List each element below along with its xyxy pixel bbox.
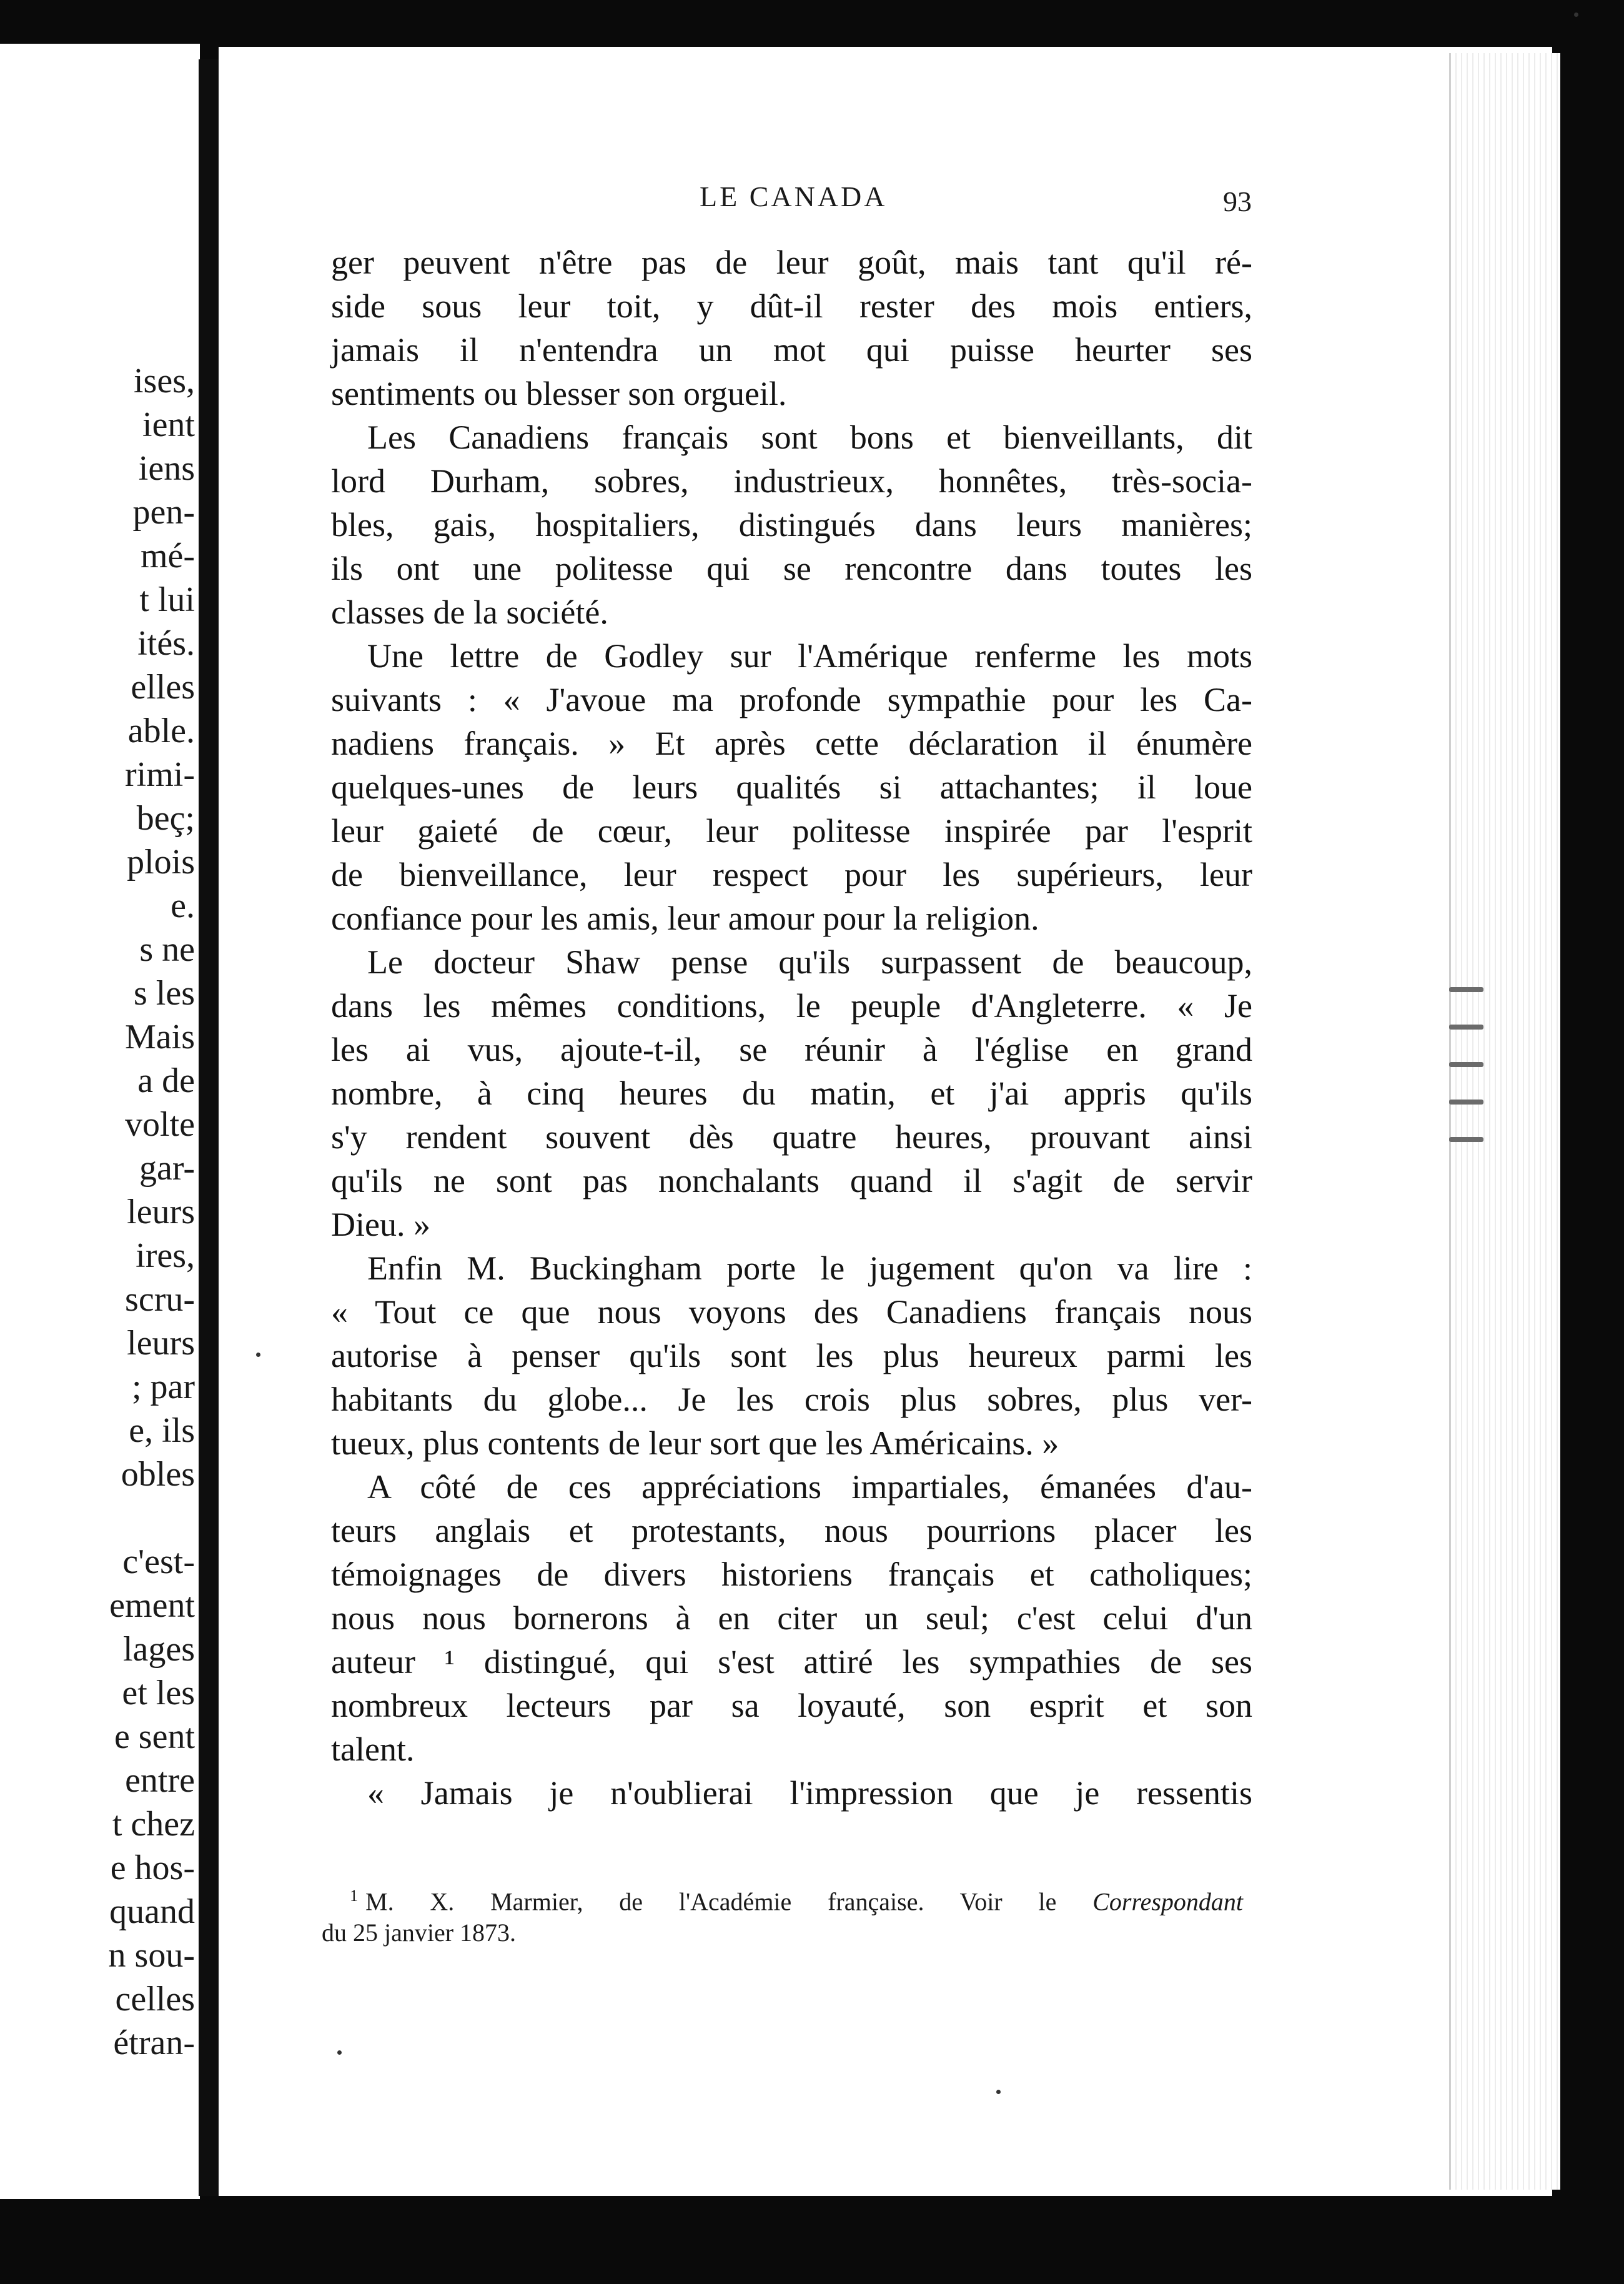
left-fragment: ement [109, 1586, 195, 1625]
left-fragment: pen- [132, 493, 195, 532]
text-line: ils ont une politesse qui se rencontre dans toutes les [331, 550, 1252, 587]
text-line: Le docteur Shaw pense qu'ils surpassent de beaucoup, [367, 943, 1252, 981]
text-line: confiance pour les amis, leur amour pour la religion. [331, 900, 1039, 937]
left-fragment: et les [122, 1674, 195, 1712]
left-fragment: Mais [125, 1018, 195, 1056]
text-line: nombreux lecteurs par sa loyauté, son esprit et son [331, 1687, 1252, 1724]
left-fragment: ient [142, 405, 195, 444]
left-fragment: c'est- [122, 1542, 195, 1581]
text-line: A côté de ces appréciations impartiales, émanées d'au- [367, 1468, 1252, 1506]
text-line: s'y rendent souvent dès quatre heures, prouvant ainsi [331, 1118, 1252, 1156]
text-line: auteur ¹ distingué, qui s'est attiré les sympathies de ses [331, 1643, 1252, 1681]
text-line: talent. [331, 1730, 415, 1768]
left-fragment: ités. [137, 624, 195, 663]
footnote-mark: 1 [350, 1887, 358, 1905]
left-fragment: elles [131, 668, 195, 707]
left-fragment: ises, [134, 362, 195, 400]
edge-marks [1449, 987, 1499, 1174]
left-fragment: e sent [114, 1717, 195, 1756]
text-line: quelques-unes de leurs qualités si attachantes; il loue [331, 768, 1252, 806]
left-fragment: beç; [136, 799, 195, 838]
text-line: « Jamais je n'oublierai l'impression que je ressentis [367, 1774, 1252, 1812]
text-line: Enfin M. Buckingham porte le jugement qu'on va lire : [367, 1249, 1252, 1287]
text-line: Une lettre de Godley sur l'Amérique renferme les mots [367, 637, 1252, 675]
left-fragment: s les [134, 974, 195, 1013]
left-fragment: étran- [113, 2023, 195, 2062]
footnote-text: M. X. Marmier, de l'Académie française. Voir le [365, 1887, 1057, 1916]
text-line: bles, gais, hospitaliers, distingués dans leurs manières; [331, 506, 1252, 544]
left-fragment: n sou- [108, 1936, 195, 1975]
text-line: autorise à penser qu'ils sont les plus heureux parmi les [331, 1337, 1252, 1374]
left-fragment: e hos- [110, 1849, 195, 1887]
left-page-line-endings [109, 359, 195, 2065]
text-line: classes de la société. [331, 593, 608, 631]
text-line: teurs anglais et protestants, nous pourrions placer les [331, 1512, 1252, 1549]
left-fragment: volte [125, 1105, 195, 1144]
scan-speck [1574, 12, 1578, 17]
left-fragment: ires, [136, 1236, 195, 1275]
left-fragment: t chez [112, 1805, 195, 1844]
footnote-line-1 [322, 1880, 1243, 1917]
left-fragment: s ne [139, 930, 195, 969]
text-line: lord Durham, sobres, industrieux, honnêtes, très-socia- [331, 462, 1252, 500]
text-line: tueux, plus contents de leur sort que les Américains. » [331, 1424, 1059, 1462]
text-line: les ai vus, ajoute-t-il, se réunir à l'église en grand [331, 1031, 1252, 1068]
left-fragment: t lui [139, 580, 195, 619]
left-fragment: iens [138, 449, 195, 488]
left-fragment: celles [115, 1980, 195, 2018]
text-line: nous nous bornerons à en citer un seul; c'est celui d'un [331, 1599, 1252, 1637]
text-line: sentiments ou blesser son orgueil. [331, 375, 787, 412]
left-fragment: e, ils [129, 1411, 195, 1450]
text-line: suivants : « J'avoue ma profonde sympathie pour les Ca- [331, 681, 1252, 718]
text-line: de bienveillance, leur respect pour les supérieurs, leur [331, 856, 1252, 893]
running-head: LE CANADA [700, 181, 888, 212]
scan-speck [337, 2050, 342, 2055]
left-fragment: quand [109, 1892, 195, 1931]
left-page-fragment [0, 44, 200, 2199]
left-fragment: ; par [131, 1368, 195, 1406]
left-fragment: scru- [125, 1280, 195, 1319]
left-fragment: e. [171, 886, 195, 925]
scan-speck [256, 1353, 260, 1357]
text-line: témoignages de divers historiens français et catholiques; [331, 1556, 1252, 1593]
text-line: habitants du globe... Je les crois plus sobres, plus ver- [331, 1381, 1252, 1418]
text-line: side sous leur toit, y dût-il rester des mois entiers, [331, 287, 1252, 325]
left-fragment: leurs [127, 1193, 195, 1231]
left-fragment: gar- [139, 1149, 195, 1188]
text-line: nadiens français. » Et après cette déclaration il énumère [331, 725, 1252, 762]
footnote-line-2: du 25 janvier 1873. [322, 1919, 517, 1947]
text-line: leur gaieté de cœur, leur politesse inspirée par l'esprit [331, 812, 1252, 850]
left-fragment: able. [127, 712, 195, 750]
text-line: dans les mêmes conditions, le peuple d'Angleterre. « Je [331, 987, 1252, 1025]
left-fragment: lages [122, 1630, 195, 1669]
text-line: Dieu. » [331, 1206, 430, 1243]
page-number: 93 [1223, 186, 1252, 217]
left-fragment: entre [125, 1761, 195, 1800]
footnote [322, 1880, 1243, 1949]
footnote-journal-title: Correspondant [1092, 1887, 1244, 1916]
left-fragment: plois [127, 843, 195, 881]
left-fragment: leurs [127, 1324, 195, 1363]
left-fragment [109, 1496, 195, 1540]
text-line: qu'ils ne sont pas nonchalants quand il s'agit de servir [331, 1162, 1252, 1199]
text-line: nombre, à cinq heures du matin, et j'ai appris qu'ils [331, 1075, 1252, 1112]
scan-speck [996, 2090, 1001, 2094]
left-fragment: rimi- [125, 755, 195, 794]
text-line: jamais il n'entendra un mot qui puisse heurter ses [331, 331, 1252, 369]
body-text [331, 241, 1252, 1815]
text-line: « Tout ce que nous voyons des Canadiens français nous [331, 1293, 1252, 1331]
text-line: Les Canadiens français sont bons et bienveillants, dit [367, 419, 1252, 456]
left-fragment: obles [121, 1455, 195, 1494]
text-line: ger peuvent n'être pas de leur goût, mais tant qu'il ré- [331, 244, 1252, 281]
left-fragment: mé- [140, 537, 195, 575]
left-fragment: a de [137, 1061, 195, 1100]
